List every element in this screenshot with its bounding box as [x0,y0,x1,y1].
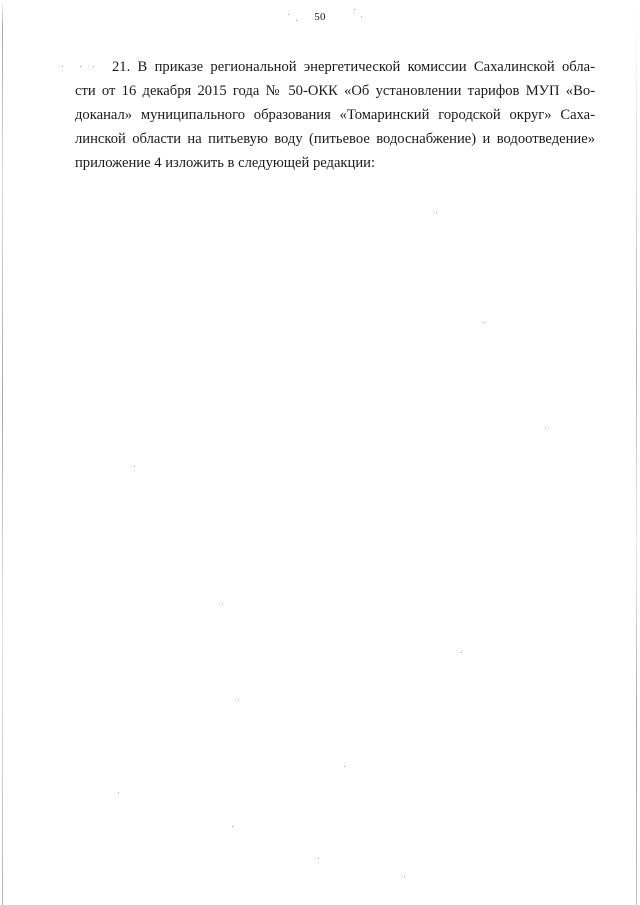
paragraph-line-4: линской области на питьевую воду (питьевое водоснабжение) и водоотведение» [75,131,595,147]
scan-speck [93,66,94,67]
paragraph-line-5: приложение 4 изложить в следующей редакции: [75,155,375,171]
scan-speck [288,14,289,15]
scan-speck [296,20,297,21]
paragraph-line-2: сти от 16 декабря 2015 года № 50-ОКК «Об установлении тарифов МУП «Во- [75,83,595,99]
scan-speck [361,16,362,17]
paragraph-line-3: доканал» муниципального образования «Томаринский городской округ» Саха- [75,107,595,123]
scan-speck [545,428,546,429]
scan-speck [344,766,345,767]
scan-speck [461,652,462,653]
page-number: 50 [314,11,326,23]
scan-speck [436,212,437,213]
scan-speck [62,66,63,67]
scan-edge-right [636,0,637,905]
scan-speck [118,792,119,793]
scan-speck [483,322,484,323]
scan-speck [222,604,223,605]
scan-edge-left [2,0,3,905]
scan-speck [318,858,319,859]
scan-speck [238,700,239,701]
scan-speck [80,66,81,67]
scan-speck [134,466,135,467]
amendment-paragraph [75,55,595,175]
scan-speck [232,826,233,827]
paragraph-line-1: 21. В приказе региональной энергетической комиссии Сахалинской обла- [112,59,595,75]
scan-speck [404,876,405,877]
scan-speck [354,9,355,10]
